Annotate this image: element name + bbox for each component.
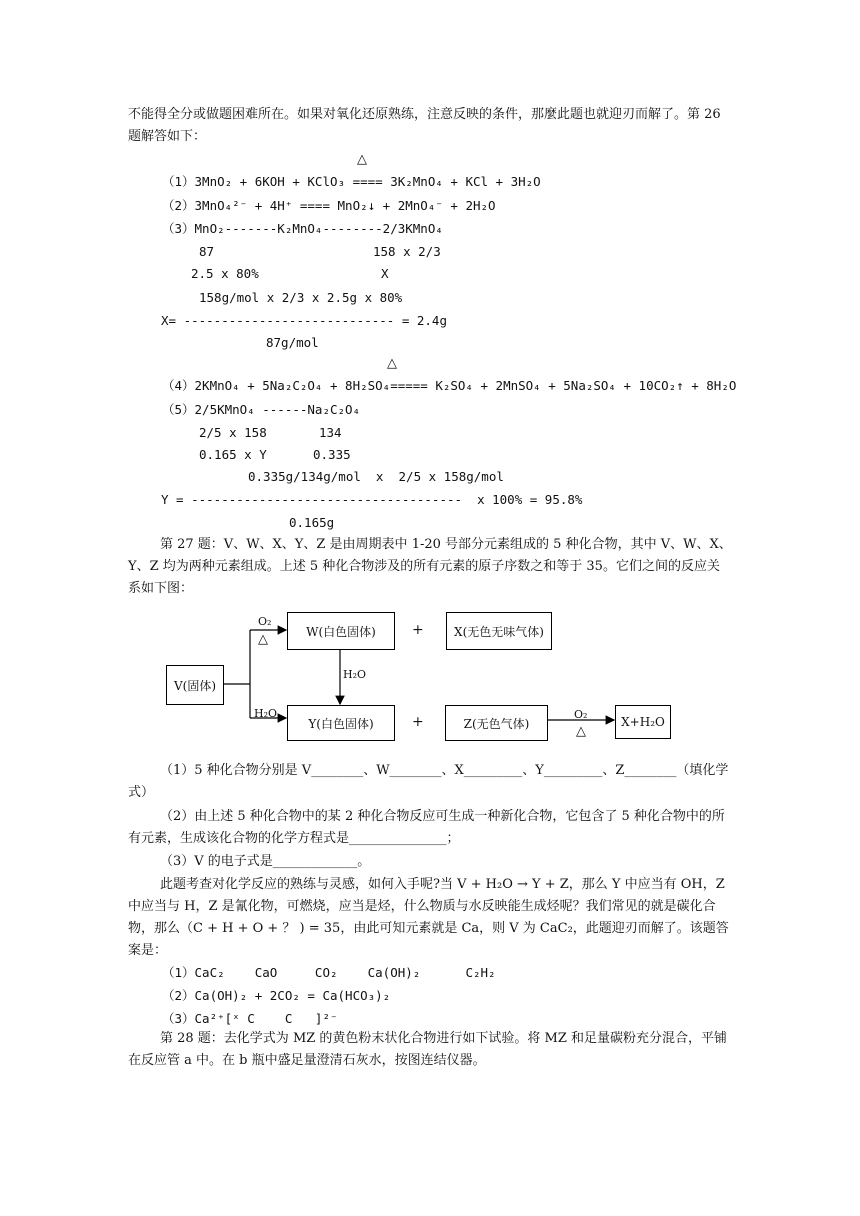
- box-v: V(固体): [166, 665, 224, 705]
- label-heat-right: △: [576, 724, 586, 739]
- calc-3b-right: X: [381, 266, 389, 281]
- label-o2-right: O₂: [574, 708, 588, 721]
- calc-5a-left: 2/5 x 158: [199, 425, 267, 440]
- calc-3e: 87g/mol: [266, 335, 319, 350]
- equation-5: （5）2/5KMnO₄ ------Na₂C₂O₄: [162, 402, 361, 417]
- box-x: X(无色无味气体): [446, 612, 552, 650]
- q28-prompt: 第 28 题：去化学式为 MZ 的黄色粉末状化合物进行如下试验。将 MZ 和足量碳粉充分混合，平铺在反应管 a 中。在 b 瓶中盛足量澄清石灰水，按图连结仪器。: [128, 1031, 728, 1068]
- equation-1: （1）3MnO₂ + 6KOH + KClO₃ ==== 3K₂MnO₄ + KCl + 3H₂O: [162, 174, 541, 189]
- equation-4: （4）2KMnO₄ + 5Na₂C₂O₄ + 8H₂SO₄===== K₂SO₄ + 2MnSO₄ + 5Na₂SO₄ + 10CO₂↑ + 8H₂O: [162, 378, 737, 393]
- box-z: Z(无色气体): [445, 705, 548, 741]
- answer-1: （1）CaC₂ CaO CO₂ Ca(OH)₂ C₂H₂: [162, 965, 496, 980]
- calc-3d: X= ---------------------------- = 2.4g: [161, 313, 447, 328]
- calc-3a-left: 87: [199, 244, 215, 259]
- q27-analysis: 此题考查对化学反应的熟练与灵感，如何入手呢?当 V + H₂O → Y + Z，那么 Y 中应当有 OH，Z 中应当与 H，Z 是氰化物，可燃烧，应当是烃，什么物质与水反映能生成烃呢？我们常见的就是碳化合物，那么（C + H + O + ？ ) = 35，由此可知元素就是 Ca，则 V 为 CaC₂，此题迎刃而解了。该题答案是：: [128, 877, 729, 958]
- equation-3: （3）MnO₂-------K₂MnO₄--------2/3KMnO₄: [162, 221, 443, 236]
- heat-symbol: △: [387, 356, 397, 371]
- intro-paragraph: 不能得全分或做题困难所在。如果对氧化还原熟练，注意反映的条件，那麼此题也就迎刃而解了。第 26 题解答如下：: [128, 107, 721, 144]
- q27-prompt: 第 27 题：V、W、X、Y、Z 是由周期表中 1-20 号部分元素组成的 5 种化合物，其中 V、W、X、Y、Z 均为两种元素组成。上述 5 种化合物涉及的所有元素的原子序数之和等于 35。它们之间的反应关系如下图：: [128, 537, 732, 596]
- plus-sign: +: [412, 622, 424, 638]
- label-o2-top: O₂: [258, 615, 272, 628]
- answer-3: （3）Ca²⁺[ˣ C C ]²⁻: [162, 1011, 338, 1026]
- q27-sub1: （1）5 种化合物分别是 V________、W________、X_________、Y_________、Z________（填化学式）: [128, 763, 729, 800]
- calc-5a-right: 134: [319, 425, 342, 440]
- calc-5b-left: 0.165 x Y: [199, 447, 267, 462]
- box-y: Y(白色固体): [287, 705, 395, 741]
- label-h2o-left: H₂O: [254, 707, 278, 720]
- calc-5c: 0.335g/134g/mol x 2/5 x 158g/mol: [248, 469, 504, 484]
- calc-3a-right: 158 x 2/3: [373, 244, 441, 259]
- box-x-h2o: X+H₂O: [615, 705, 671, 739]
- calc-5b-right: 0.335: [313, 447, 351, 462]
- calc-3c: 158g/mol x 2/3 x 2.5g x 80%: [199, 290, 403, 305]
- equation-2: （2）3MnO₄²⁻ + 4H⁺ ==== MnO₂↓ + 2MnO₄⁻ + 2H₂O: [162, 198, 496, 213]
- answer-2: （2）Ca(OH)₂ + 2CO₂ = Ca(HCO₃)₂: [162, 988, 391, 1003]
- q27-sub2: （2）由上述 5 种化合物中的某 2 种化合物反应可生成一种新化合物，它包含了 5 种化合物中的所有元素，生成该化合物的化学方程式是_______________；: [128, 809, 725, 846]
- q27-sub3: （3）V 的电子式是_____________。: [160, 854, 371, 869]
- calc-3b-left: 2.5 x 80%: [191, 266, 259, 281]
- calc-5d: Y = ------------------------------------ x 100% = 95.8%: [161, 492, 583, 507]
- calc-5e: 0.165g: [289, 515, 335, 530]
- box-w: W(白色固体): [287, 612, 395, 650]
- label-heat-top: △: [258, 632, 268, 647]
- label-h2o-mid: H₂O: [343, 668, 367, 681]
- heat-symbol: △: [357, 152, 367, 167]
- plus-sign: +: [412, 714, 424, 730]
